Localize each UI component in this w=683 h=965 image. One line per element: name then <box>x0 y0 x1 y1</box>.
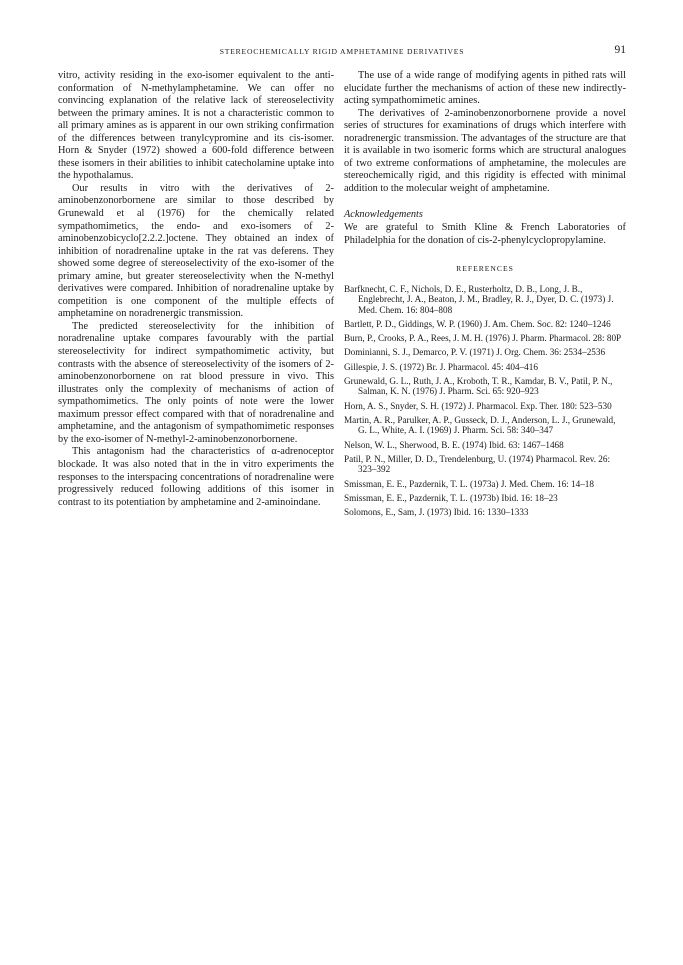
reference-item: Bartlett, P. D., Giddings, W. P. (1960) J. Am. Chem. Soc. 82: 1240–1246 <box>344 319 611 330</box>
body-paragraph: The derivatives of 2-aminobenzonorbornene provide a novel series of structures for examinations of drugs which interfere with noradrenergic transmission. The advantages of the structure are that it is available in two isomeric forms which are structural analogues of two extreme conformations of amphetamine, the molecules are stereochemically rigid, and this rigidity is effected with minimal addition to the molecular weight of amphetamine. <box>344 107 626 194</box>
reference-item: Smissman, E. E., Pazdernik, T. L. (1973b) Ibid. 16: 18–23 <box>344 492 558 503</box>
running-head: STEREOCHEMICALLY RIGID AMPHETAMINE DERIVATIVES <box>219 47 465 56</box>
reference-item: Solomons, E., Sam, J. (1973) Ibid. 16: 1330–1333 <box>344 506 529 517</box>
body-paragraph: The use of a wide range of modifying agents in pithed rats will elucidate further the mechanisms of action of these new indirectly-acting sympathomimetic amines. <box>344 70 626 107</box>
reference-item: Dominianni, S. J., Demarco, P. V. (1971) J. Org. Chem. 36: 2534–2536 <box>344 347 606 358</box>
reference-item: Patil, P. N., Miller, D. D., Trendelenburg, U. (1974) Pharmacol. Rev. 26: 323–392 <box>344 453 611 475</box>
reference-item: Smissman, E. E., Pazdernik, T. L. (1973a) J. Med. Chem. 16: 14–18 <box>344 478 594 489</box>
acknowledgements-text: We are grateful to Smith Kline & French Laboratories of Philadelphia for the donation of cis-2-phenylcyclopropylamine. <box>344 222 626 246</box>
body-paragraph: vitro, activity residing in the exo-isomer equivalent to the anti-conformation of N-methylamphetamine. We can offer no convincing explanation of the relative lack of stereoselectivity between the primary amines. It is not a characteristic common to all primary amines as is apparent in our own striking confirmation of the differences between tranylcypromine and its cis-isomer. Horn & Snyder (1972) showed a 600-fold difference between these isomers in their abilities to inhibit catecholamine uptake into the hypothalamus. <box>58 70 334 182</box>
reference-item: Barfknecht, C. F., Nichols, D. E., Rusterholtz, D. B., Long, J. B., Englebrecht, J. A., Beaton, J. M., Bradley, R. J., Dyer, D. C. (1973) J. Med. Chem. 16: 804–808 <box>344 283 614 315</box>
right-column <box>344 70 626 521</box>
body-paragraph: The predicted stereoselectivity for the inhibition of noradrenaline uptake compares favourably with the partial stereoselectivity for indirect sympathomimetic activity, but contrasts with the absence of stereoselectivity of the isomers of 2-aminobenzonorbornene on rat blood pressure in vivo. This illustrates only the complexity of mechanisms of action of sympathomimetics. The only points of note were the lower maximum pressor effect compared with that of noradrenaline and amphetamine, and the antagonism of sympathomimetic responses by the exo-isomer of N-methyl-2-aminobenzonorbornene. <box>58 320 334 445</box>
body-paragraph: Our results in vitro with the derivatives of 2-aminobenzonorbornene are similar to those described by Grunewald et al (1976) for the chemically related sympathomimetics, the endo- and exo-isomers of 2-aminobenzobicyclo[2.2.2.]octene. They obtained an index of inhibition of noradrenaline uptake in the rat vas deferens. They showed some degree of stereoselectivity of the exo-isomer of the primary amine, but greater stereoselectivity when the N-methyl derivatives were compared. Inhibition of noradrenaline uptake by competition is one component of the multiple effects of amphetamine on noradrenergic transmission. <box>58 182 334 320</box>
references-heading: REFERENCES <box>456 264 514 274</box>
page-header <box>58 44 626 60</box>
left-column <box>58 70 334 509</box>
reference-list <box>344 284 626 518</box>
reference-item: Grunewald, G. L., Ruth, J. A., Kroboth, T. R., Kamdar, B. V., Patil, P. N., Salman, K. N. (1976) J. Pharm. Sci. 65: 920–923 <box>344 375 613 397</box>
reference-item: Martin, A. R., Parulker, A. P., Gusseck, D. J., Anderson, L. J., Grunewald, G. L., White, A. I. (1969) J. Pharm. Sci. 58: 340–347 <box>344 414 616 436</box>
reference-item: Gillespie, J. S. (1972) Br. J. Pharmacol. 45: 404–416 <box>344 361 538 372</box>
page-number: 91 <box>614 44 626 56</box>
body-paragraph: This antagonism had the characteristics of α-adrenoceptor blockade. It was also noted that in the in vitro experiments the responses to the interspacing concentrations of noradrenaline were progressively reduced following additions of this isomer in contrast to its potentiation by amphetamine and 2-aminoindane. <box>58 446 334 508</box>
acknowledgements-heading: Acknowledgements <box>344 209 423 221</box>
reference-item: Burn, P., Crooks, P. A., Rees, J. M. H. (1976) J. Pharm. Pharmacol. 28: 80P <box>344 333 622 344</box>
reference-item: Nelson, W. L., Sherwood, B. E. (1974) Ibid. 63: 1467–1468 <box>344 439 564 450</box>
reference-item: Horn, A. S., Snyder, S. H. (1972) J. Pharmacol. Exp. Ther. 180: 523–530 <box>344 400 612 411</box>
